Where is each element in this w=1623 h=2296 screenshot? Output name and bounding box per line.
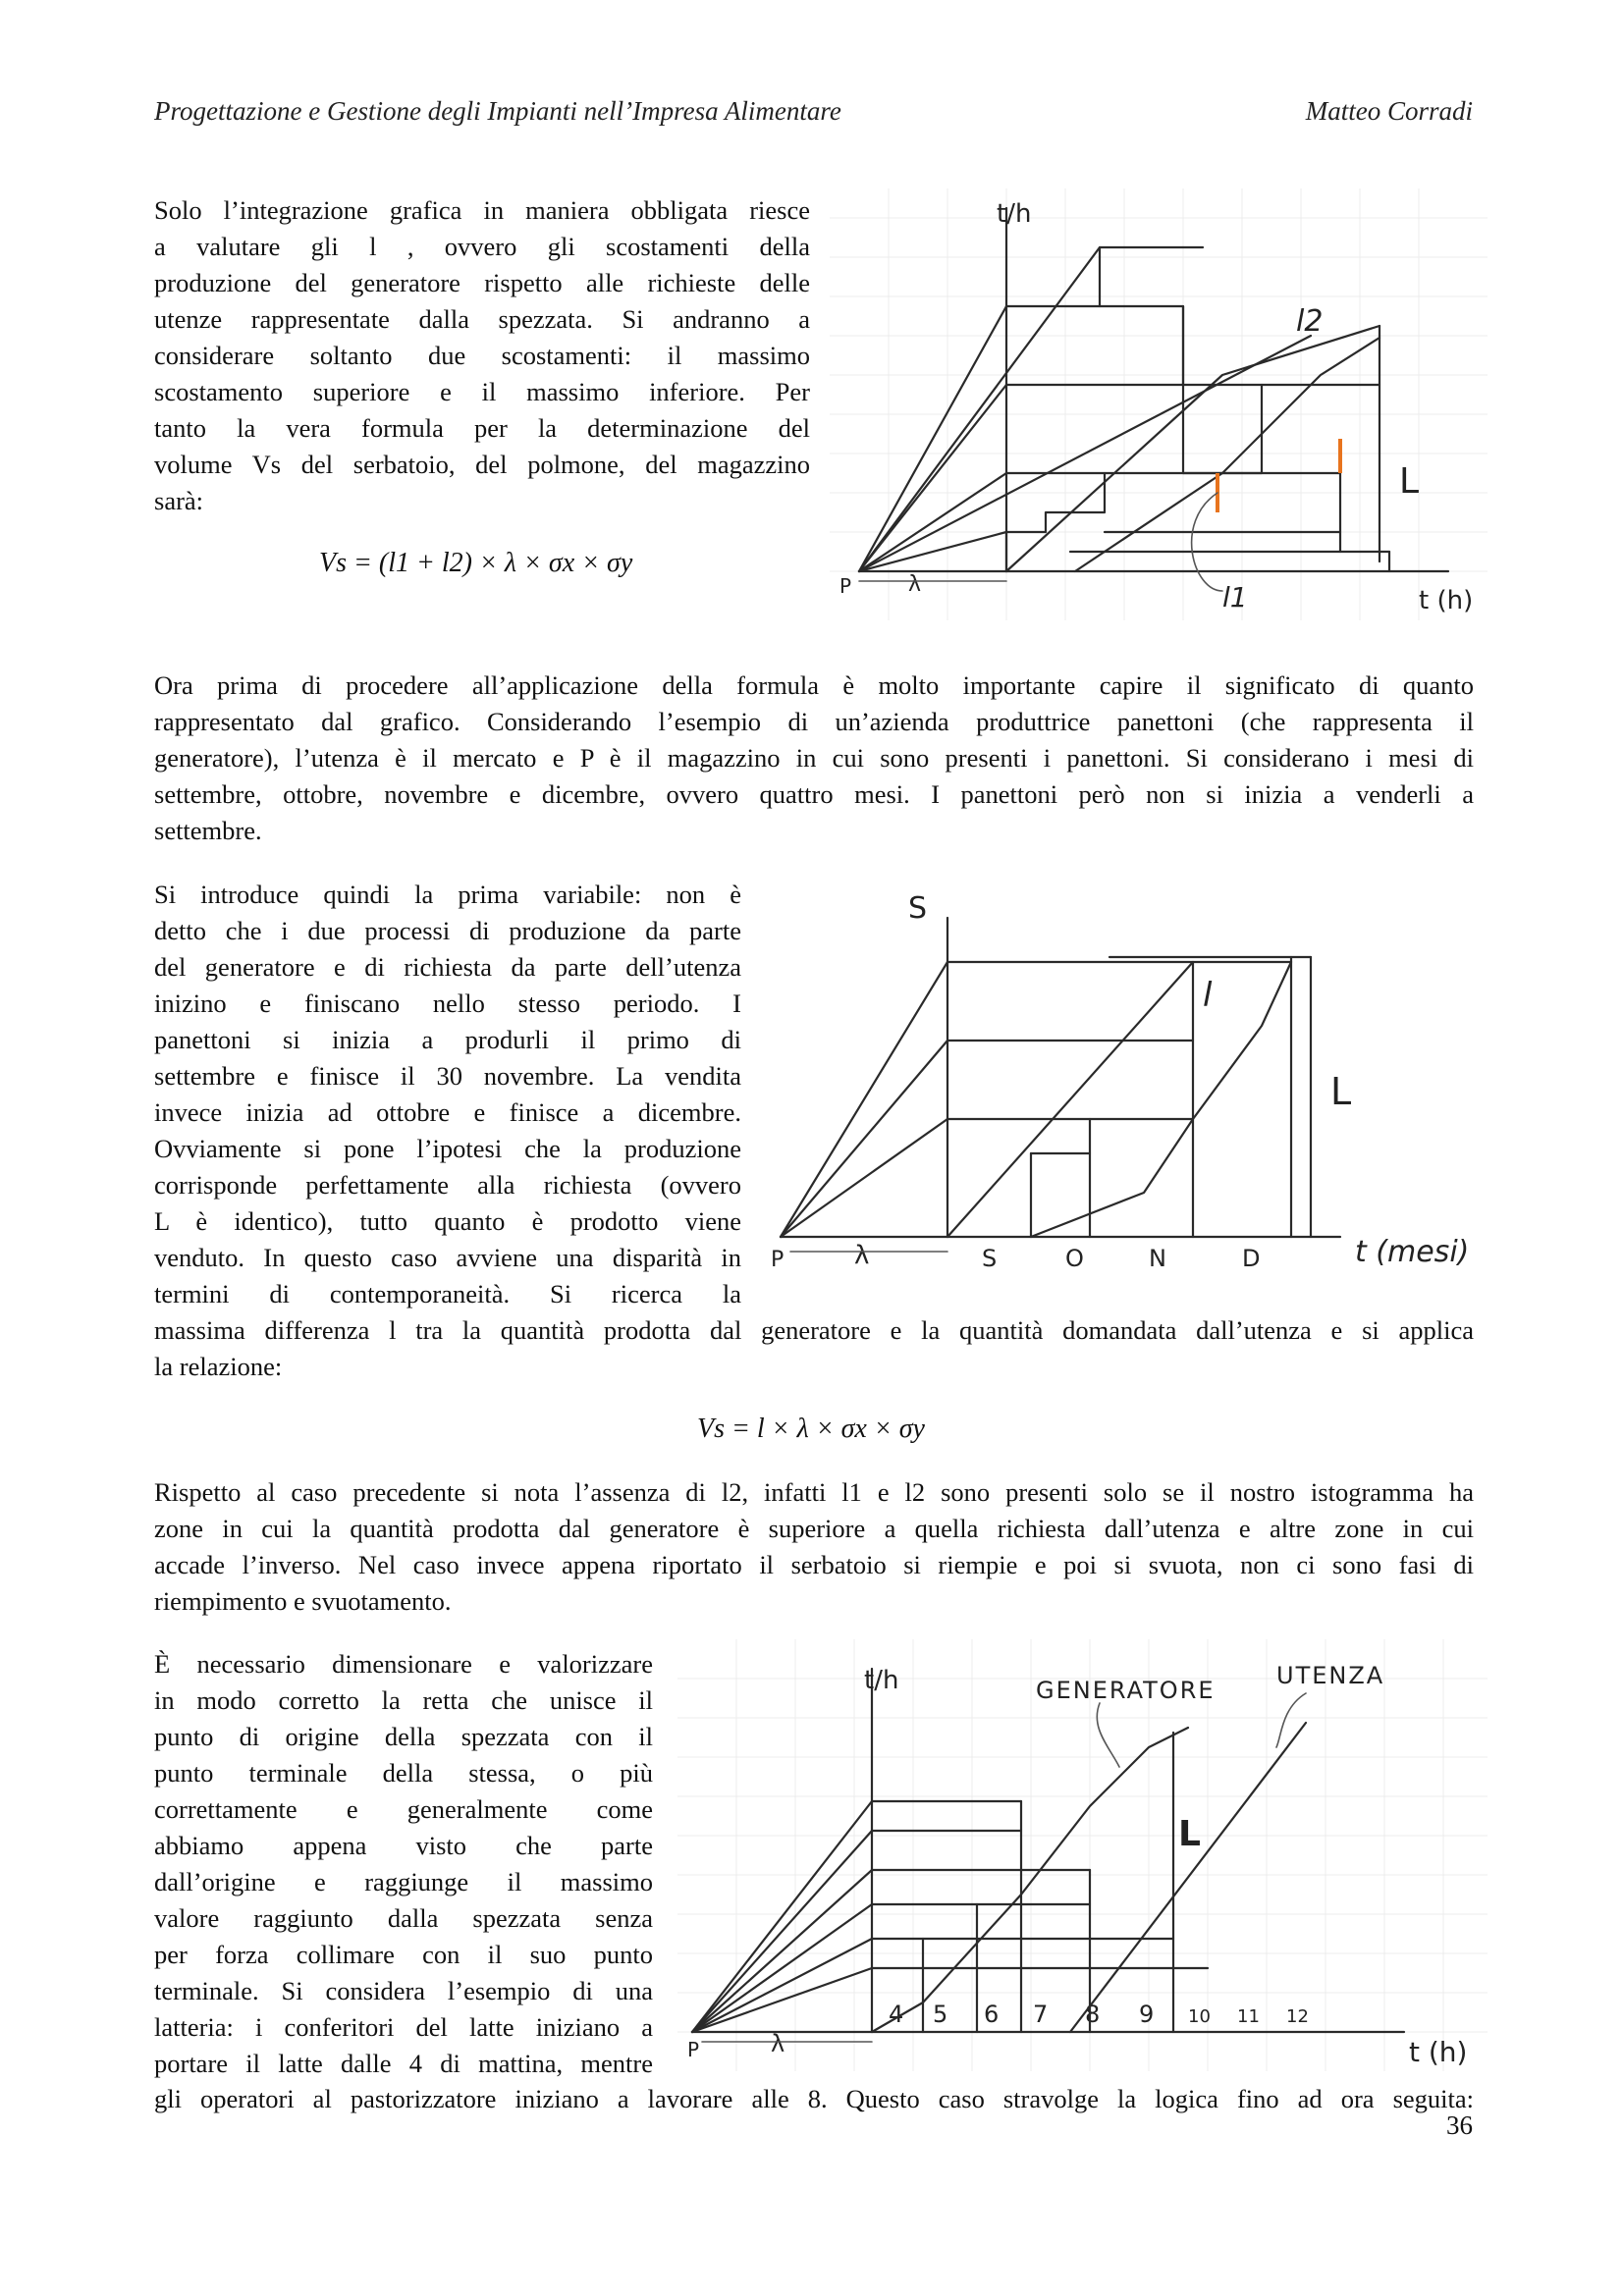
figure-2 <box>761 879 1488 1291</box>
month-label: O <box>1065 1245 1084 1272</box>
text-line: del generatore e di richiesta da parte dell’utenza <box>154 952 741 982</box>
text-line: inizino e finiscano nello stesso periodo. I <box>154 988 741 1018</box>
text-line: per forza collimare con il suo punto <box>154 1940 653 1969</box>
month-label: N <box>1149 1245 1166 1272</box>
y-axis-label: t/h <box>864 1666 899 1695</box>
L-label: L <box>1330 1070 1352 1113</box>
figure-3 <box>677 1639 1488 2071</box>
text-line: portare il latte dalle 4 di mattina, mentre <box>154 2049 653 2078</box>
text-line: scostamento superiore e il massimo inferiore. Per <box>154 377 810 406</box>
text-line: Si introduce quindi la prima variabile: non è <box>154 880 741 909</box>
text-line: riempimento e svuotamento. <box>154 1586 452 1616</box>
text-line: invece inizia ad ottobre e finisce a dicembre. <box>154 1097 741 1127</box>
paragraph-3-continued <box>154 1312 1474 1385</box>
text-line: termini di contemporaneità. Si ricerca la <box>154 1279 741 1308</box>
lambda-label: λ <box>854 1241 870 1270</box>
text-line: dall’origine e raggiunge il massimo <box>154 1867 653 1896</box>
generator-line <box>947 962 1193 1237</box>
l2-label: l2 <box>1296 304 1324 339</box>
text-line: in modo corretto la retta che unisce il <box>154 1685 653 1715</box>
paragraph-2 <box>154 667 1474 849</box>
text-line: zone in cui la quantità prodotta dal generatore è superiore a quella richiesta dall’utenza e altre zone in cui <box>154 1514 1474 1543</box>
page-number: 36 <box>1446 2110 1473 2140</box>
text-line: la relazione: <box>154 1352 283 1381</box>
text-line: settembre, ottobre, novembre e dicembre, ovvero quattro mesi. I panettoni però non si inizia a venderli a <box>154 779 1474 809</box>
month-label: S <box>982 1245 998 1272</box>
hour-label: 10 <box>1188 2006 1211 2027</box>
hour-label: 4 <box>889 2001 904 2028</box>
text-line: terminale. Si considera l’esempio di una <box>154 1976 653 2005</box>
lambda-label: λ <box>771 2030 785 2057</box>
text-line: correttamente e generalmente come <box>154 1794 653 1824</box>
text-line: settembre e finisce il 30 novembre. La vendita <box>154 1061 741 1091</box>
text-line: corrisponde perfettamente alla richiesta (ovvero <box>154 1170 741 1200</box>
x-axis-label: t (mesi) <box>1355 1235 1470 1269</box>
text-line: utenze rappresentate dalla spezzata. Si andranno a <box>154 304 810 334</box>
text-line: considerare soltanto due scostamenti: il massimo <box>154 341 810 370</box>
x-axis-label: t (h) <box>1419 586 1474 615</box>
histogram-steps <box>872 1733 1208 2032</box>
formula-1: Vs = (l1 + l2) × λ × σx × σy <box>319 548 633 578</box>
text-line: Ora prima di procedere all’applicazione della formula è molto importante capire il significato di quanto <box>154 670 1474 700</box>
text-line: È necessario dimensionare e valorizzare <box>154 1649 653 1679</box>
utenza-pointer <box>1276 1693 1306 1747</box>
header-author: Matteo Corradi <box>1305 96 1473 126</box>
ray-lines <box>781 962 947 1237</box>
paragraph-5 <box>154 1646 653 2082</box>
text-line: Solo l’integrazione grafica in maniera obbligata riesce <box>154 195 810 225</box>
text-line: accade l’inverso. Nel caso invece appena riportato il serbatoio si riempie e poi si svuota, non ci sono fasi di <box>154 1550 1474 1579</box>
user-line <box>1070 1723 1306 2032</box>
figure-1-drawing <box>830 188 1488 620</box>
text-line: abbiamo appena visto che parte <box>154 1831 653 1860</box>
text-line: generatore), l’utenza è il mercato e P è il magazzino in cui sono presenti i panettoni. Si considerano i mesi di <box>154 743 1474 773</box>
text-line: tanto la vera formula per la determinazione del <box>154 413 810 443</box>
text-line: volume Vs del serbatoio, del polmone, del magazzino <box>154 450 810 479</box>
l1-label: l1 <box>1222 581 1248 614</box>
text-line: detto che i due processi di produzione da parte <box>154 916 741 945</box>
generatore-label: GENERATORE <box>1036 1677 1216 1704</box>
figure-1 <box>830 188 1488 620</box>
formula-2: Vs = l × λ × σx × σy <box>697 1414 925 1444</box>
origin-label: P <box>687 2038 700 2061</box>
text-line: a valutare gli l , ovvero gli scostamenti della <box>154 232 810 261</box>
text-line: settembre. <box>154 816 262 845</box>
month-label: D <box>1242 1245 1261 1272</box>
origin-label: P <box>839 574 852 598</box>
hour-label: 5 <box>933 2001 948 2028</box>
paragraph-5-continued <box>154 2081 1474 2117</box>
text-line: punto terminale della stessa, o più <box>154 1758 653 1788</box>
text-line: sarà: <box>154 486 204 515</box>
x-axis-label: t (h) <box>1409 2036 1468 2068</box>
text-line: rappresentato dal grafico. Considerando l’esempio di un’azienda produttrice panettoni (che rappresenta il <box>154 707 1474 736</box>
hour-label: 9 <box>1139 2001 1155 2028</box>
text-line: Ovviamente si pone l’ipotesi che la produzione <box>154 1134 741 1163</box>
L-label: L <box>1399 461 1420 502</box>
generator-line <box>872 1728 1188 2032</box>
text-line: latteria: i conferitori del latte iniziano a <box>154 2012 653 2042</box>
text-line: massima differenza l tra la quantità prodotta dal generatore e la quantità domandata dall’utenza e si applica <box>154 1315 1474 1345</box>
header-title: Progettazione e Gestione degli Impianti nell’Impresa Alimentare <box>154 96 841 126</box>
text-line: panettoni si inizia a produrli il primo di <box>154 1025 741 1054</box>
user-polyline <box>1006 326 1380 571</box>
hour-label: 12 <box>1286 2006 1309 2027</box>
text-line: punto di origine della spezzata con il <box>154 1722 653 1751</box>
L-label: L <box>1178 1814 1201 1854</box>
text-line: gli operatori al pastorizzatore iniziano a lavorare alle 8. Questo caso stravolge la logica fino ad ora seguita: <box>154 2084 1474 2113</box>
figure-3-drawing <box>677 1639 1488 2071</box>
text-line: valore raggiunto dalla spezzata senza <box>154 1903 653 1933</box>
text-line: Rispetto al caso precedente si nota l’assenza di l2, infatti l1 e l2 sono presenti solo se il nostro istogramma ha <box>154 1477 1474 1507</box>
histogram-steps <box>947 957 1311 1237</box>
paragraph-3 <box>154 877 741 1312</box>
hour-label: 11 <box>1237 2006 1260 2027</box>
figure-2-drawing <box>761 879 1488 1291</box>
lambda-label: λ <box>908 572 922 597</box>
hour-label: 6 <box>984 2001 1000 2028</box>
graph-paper-grid <box>677 1639 1488 2071</box>
y-axis-label: t/h <box>997 199 1032 229</box>
y-axis-label: S <box>908 891 928 926</box>
origin-label: P <box>771 1248 784 1272</box>
text-line: venduto. In questo caso avviene una disparità in <box>154 1243 741 1272</box>
l-label: l <box>1203 976 1213 1015</box>
hour-label: 7 <box>1033 2001 1049 2028</box>
paragraph-4 <box>154 1474 1474 1620</box>
paragraph-1 <box>154 192 810 519</box>
text-line: produzione del generatore rispetto alle richieste delle <box>154 268 810 297</box>
hour-label: 8 <box>1085 2001 1101 2028</box>
utenza-label: UTENZA <box>1276 1662 1385 1689</box>
text-line: L è identico), tutto quanto è prodotto viene <box>154 1206 741 1236</box>
